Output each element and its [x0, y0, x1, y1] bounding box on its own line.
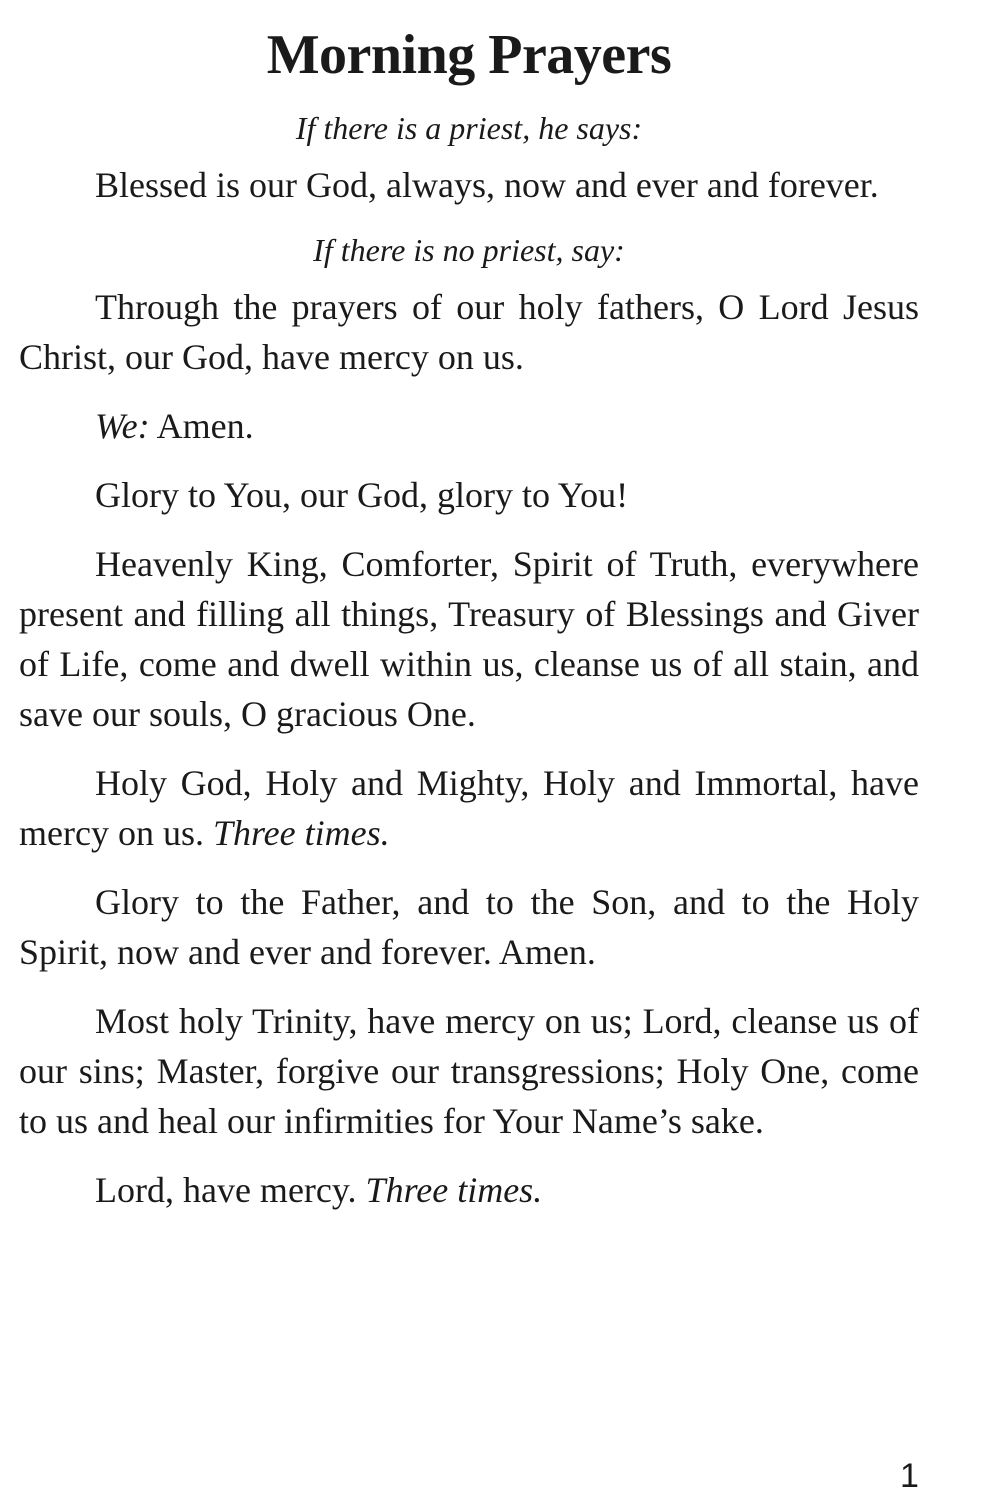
paragraph-blessed: Blessed is our God, always, now and ever and forever.: [95, 165, 879, 205]
page-number: 1: [900, 1457, 919, 1495]
we-response: Amen.: [149, 406, 254, 446]
we-label: We:: [95, 406, 150, 446]
paragraph-trisagion: [19, 758, 919, 858]
page-title: Morning Prayers: [266, 24, 672, 86]
paragraph-amen: [19, 401, 919, 451]
paragraph-heavenly-king: Heavenly King, Comforter, Spirit of Truth, everywhere present and filling all things, Treasury of Blessings and Giver of Life, come and dwell within us, cleanse us of all stain, and save our souls, O gracious One.: [19, 544, 919, 734]
paragraph-through-the-prayers: Through the prayers of our holy fathers, O Lord Jesus Christ, our God, have mercy on us.: [19, 287, 919, 377]
paragraph-most-holy-trinity: Most holy Trinity, have mercy on us; Lord, cleanse us of our sins; Master, forgive our transgressions; Holy One, come to us and heal our infirmities for Your Name’s sake.: [19, 1001, 919, 1141]
trisagion-text: Holy God, Holy and Mighty, Holy and Immortal, have mercy on us.: [19, 763, 919, 853]
three-times-note: Three times.: [212, 813, 390, 853]
three-times-note: Three times.: [365, 1170, 543, 1210]
rubric-priest: If there is a priest, he says:: [295, 110, 643, 146]
paragraph-glory-to-you: Glory to You, our God, glory to You!: [95, 475, 629, 515]
prayer-page: [19, 0, 919, 1215]
paragraph-lord-have-mercy: [19, 1165, 919, 1215]
lord-have-mercy-text: Lord, have mercy.: [95, 1170, 366, 1210]
paragraph-glory-to-father: Glory to the Father, and to the Son, and to the Holy Spirit, now and ever and forever. Amen.: [19, 882, 919, 972]
rubric-no-priest: If there is no priest, say:: [313, 232, 625, 268]
